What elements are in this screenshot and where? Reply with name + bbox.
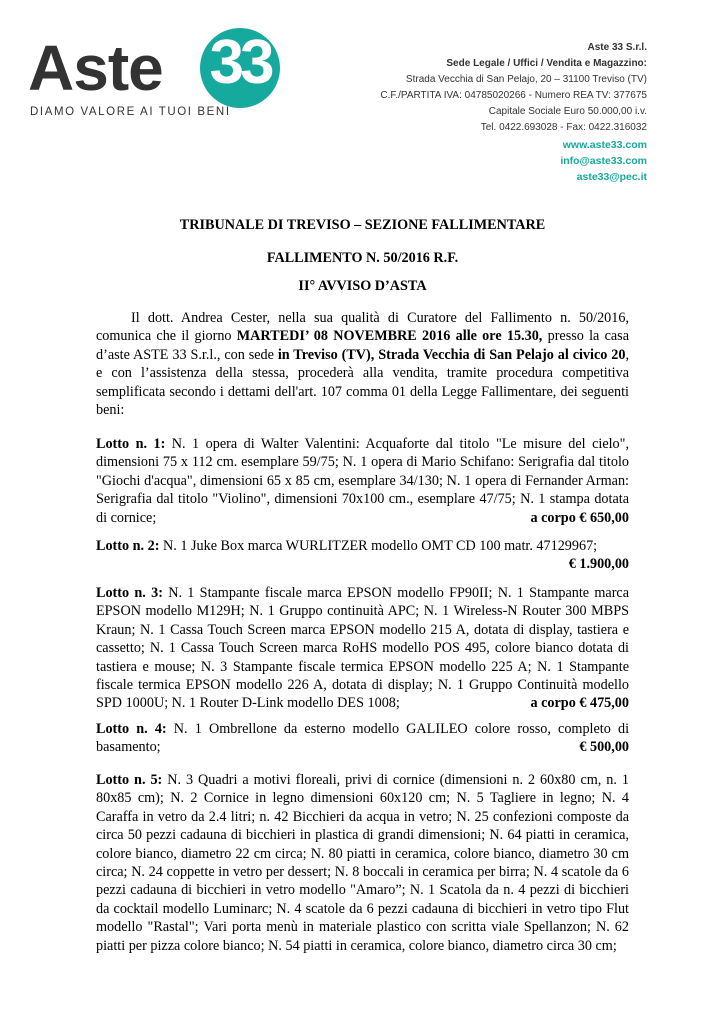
intro-text-3: , e con l’assistenza della stessa, procederà alla vendita, tramite procedura competitiva semplificata secondo i dettami dell'art. 107 comma 01 della Legge Fallimentare, dei seguenti beni: — [96, 346, 629, 419]
auction-date: MARTEDI’ 08 NOVEMBRE 2016 alle ore 15.30, — [236, 328, 543, 345]
lot-label: Lotto n. 2: — [96, 538, 160, 554]
lot-price: a corpo € 475,00 — [530, 695, 629, 712]
email-link[interactable]: info@aste33.com — [560, 155, 647, 167]
aste33-logo — [28, 28, 278, 123]
lot-label: Lotto n. 1: — [96, 436, 166, 452]
lot-label: Lotto n. 3: — [96, 585, 163, 601]
court-heading: TRIBUNALE DI TREVISO – SEZIONE FALLIMENTARE — [179, 217, 546, 233]
lot-price: € 1.900,00 — [568, 556, 629, 573]
company-tax-info: C.F./PARTITA IVA: 04785020266 - Numero REA TV: 377675 — [380, 90, 647, 101]
lot-item — [96, 435, 629, 527]
pec-link[interactable]: aste33@pec.it — [576, 171, 647, 183]
intro-paragraph — [96, 309, 629, 419]
website-link[interactable]: www.aste33.com — [562, 139, 647, 151]
lot-item — [96, 720, 629, 757]
lot-description: N. 1 opera di Walter Valentini: Acquaforte dal titolo "Le misure del cielo", dimensioni 75 x 112 cm. esemplare 59/75; N. 1 opera di Mario Schifano: Serigrafia dal titolo "Giochi d'acqua", dimensioni 65 x 85 cm, esemplare 34/130; N. 1 opera di Fernander Arman: Serigrafia dal titolo "Violino", dimensioni 70x100 cm., esemplare 47/75; N. 1 stampa dotata di cornice; — [96, 436, 629, 526]
case-heading: FALLIMENTO N. 50/2016 R.F. — [266, 250, 459, 266]
lot-label: Lotto n. 5: — [96, 772, 163, 788]
company-offices: Sede Legale / Uffici / Vendita e Magazzino: — [446, 58, 647, 69]
company-name: Aste 33 S.r.l. — [587, 42, 647, 53]
lot-description: N. 1 Ombrellone da esterno modello GALILEO colore rosso, completo di basamento; — [96, 721, 630, 756]
auction-place: in Treviso (TV), Strada Vecchia di San Pelajo al civico 20 — [277, 346, 626, 363]
lot-item — [96, 584, 629, 713]
logo-number: 33 — [209, 28, 271, 97]
lot-description: N. 1 Stampante fiscale marca EPSON modello FP90II; N. 1 Stampante marca EPSON modello M129H; N. 1 Gruppo continuità APC; N. 1 Wireless-N Router 300 MBPS Kraun; N. 1 Cassa Touch Screen marca EPSON modello 215 A, dotata di display, tastiera e cassetto; N. 1 Cassa Touch Screen marca RoHS modello POS 495, colore bianco dotata di tastiera e mouse; N. 3 Stampante fiscale termica EPSON modello 225 A; N. 1 Stampante fiscale termica EPSON modello 226 A, dotata di display; N. 1 Gruppo Continuità modello SPD 1000U; N. 1 Router D-Link modello DES 1008; — [96, 585, 630, 712]
lot-description: N. 3 Quadri a motivi floreali, privi di cornice (dimensioni n. 2 60x80 cm, n. 1 80x85 cm); N. 2 Cornice in legno dimensioni 60x120 cm; N. 5 Tagliere in legno; N. 4 Caraffa in vetro da 2.4 litri; n. 42 Bicchieri da acqua in vetro; N. 25 confezioni composte da circa 50 pezzi cadauna di bicchieri in plastica di grandi dimensioni; N. 64 piatti in ceramica, colore bianco, diametro 22 cm circa; N. 80 piatti in ceramica, colore bianco, diametro 30 cm circa; N. 24 coppette in vetro per dessert; N. 8 boccali in ceramica per birra; N. 4 scatole da 6 pezzi cadauna di bicchieri in vetro modello "Amaro”; N. 1 Scatola da n. 4 pezzi di bicchieri da cocktail modello Luminarc; N. 4 scatole da 6 pezzi cadauna di bicchieri in vetro tipo Flut modello "Rastal"; Vari porta menù in materiale plastico con scritta viale Spellanzon; N. 62 piatti per pizza colore bianco; N. 54 piatti in ceramica, colore bianco, diametro circa 30 cm; — [96, 772, 629, 954]
logo-tagline: DIAMO VALORE AI TUOI BENI — [30, 106, 231, 118]
logo-number-circle — [200, 28, 280, 108]
intro-text-1: Il dott. Andrea Cester, nella sua qualità di Curatore del Fallimento n. 50/2016, comunica che il giorno — [96, 310, 629, 345]
notice-heading: II° AVVISO D’ASTA — [298, 278, 427, 294]
logo-word: Aste — [28, 32, 163, 104]
company-header — [380, 40, 647, 136]
lot-price: a corpo € 650,00 — [530, 509, 629, 526]
company-contacts — [560, 137, 647, 185]
lot-item — [96, 537, 629, 574]
lot-price: € 500,00 — [579, 739, 629, 756]
company-address: Strada Vecchia di San Pelajo, 20 – 31100 Treviso (TV) — [405, 74, 647, 85]
company-capital: Capitale Sociale Euro 50.000,00 i.v. — [488, 106, 647, 117]
lot-description: N. 1 Juke Box marca WURLITZER modello OMT CD 100 matr. 47129967; — [159, 538, 598, 554]
lot-label: Lotto n. 4: — [96, 721, 167, 737]
lot-item — [96, 771, 629, 955]
intro-text-2: presso la casa d’aste ASTE 33 S.r.l., con sede — [96, 328, 630, 363]
company-phone: Tel. 0422.693028 - Fax: 0422.316032 — [480, 122, 647, 133]
